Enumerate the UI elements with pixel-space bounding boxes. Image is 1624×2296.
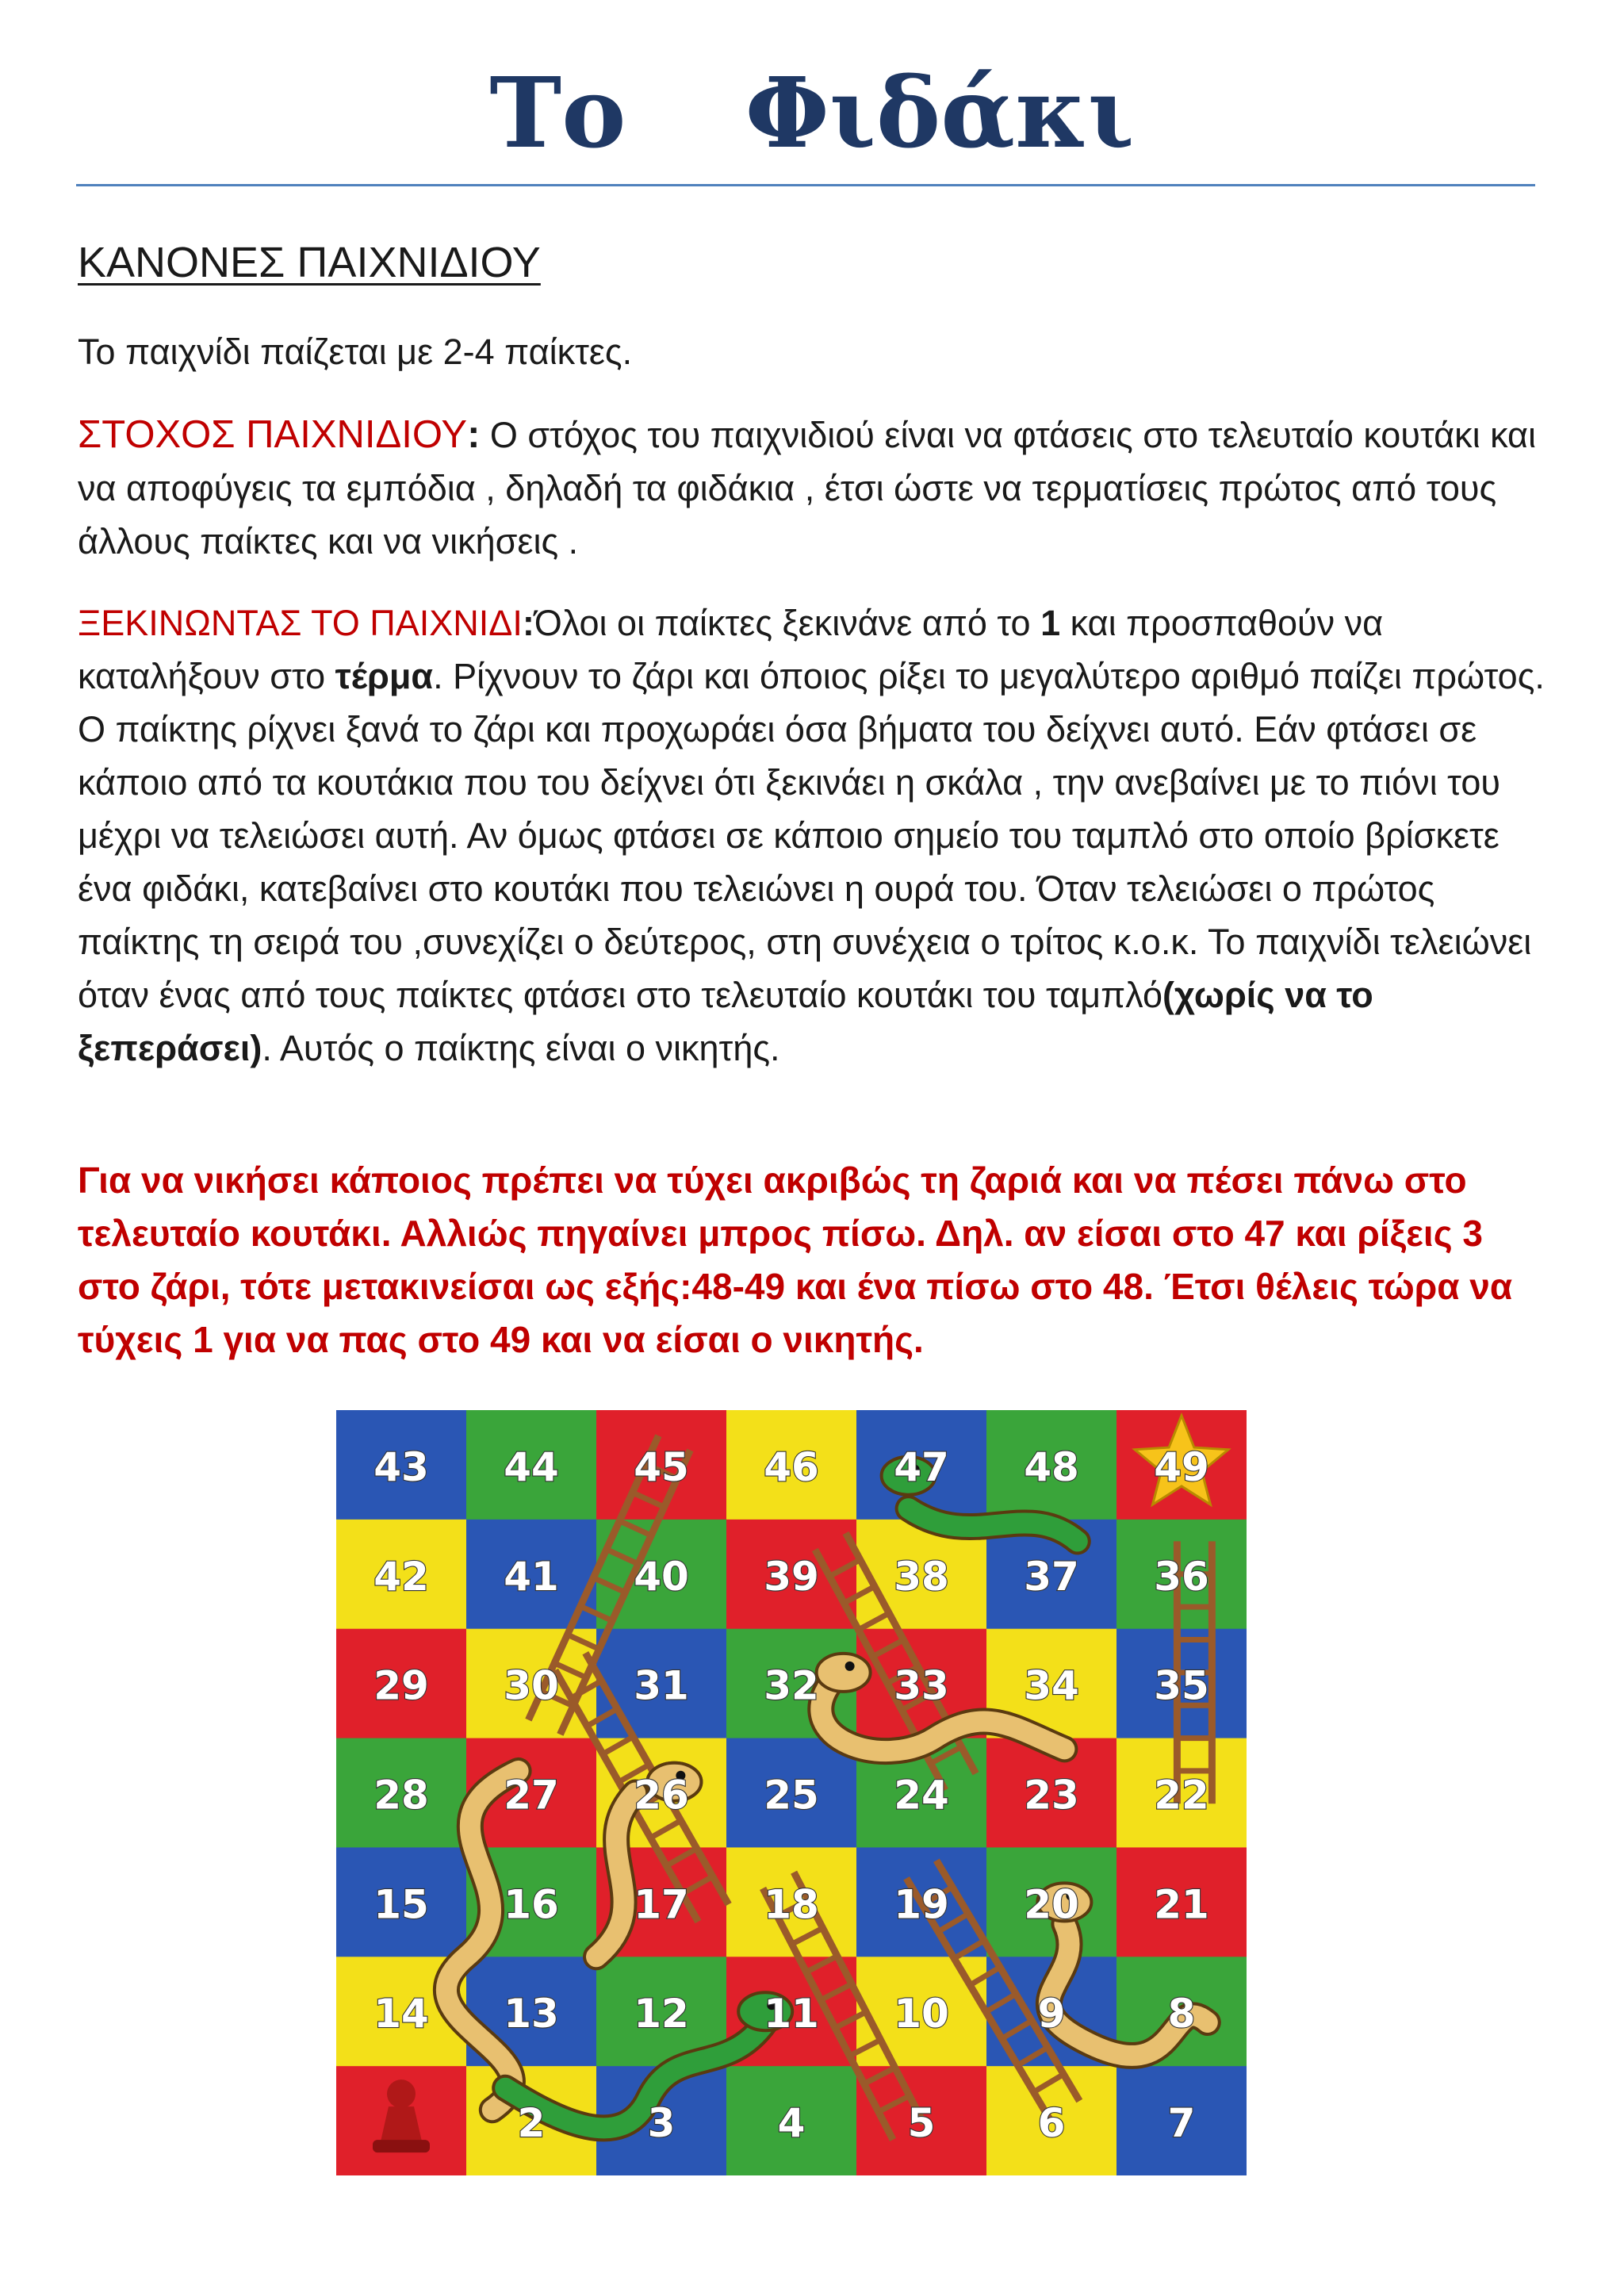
goal-paragraph — [78, 408, 1545, 568]
board-cell-number: 48 — [1024, 1443, 1079, 1490]
board-cell-number: 11 — [764, 1991, 819, 2037]
board-cell-number: 41 — [504, 1553, 559, 1600]
board-cell-number: 47 — [894, 1443, 949, 1490]
board-cell-number: 4 — [777, 2100, 806, 2147]
goal-label-text: ΣΤΟΧΟΣ ΠΑΙΧΝΙΔΙΟΥ — [78, 413, 468, 456]
board-cell-number: 25 — [764, 1772, 819, 1819]
board-cell-number: 12 — [634, 1991, 689, 2037]
board-cell-number: 43 — [373, 1443, 429, 1490]
board-cell-number: 31 — [634, 1662, 689, 1709]
board-cell-number: 13 — [504, 1991, 559, 2037]
board-cell-number: 40 — [634, 1553, 689, 1600]
start-paragraph — [78, 596, 1545, 1075]
board-cell-number: 9 — [1037, 1991, 1066, 2037]
board-cell-number: 34 — [1024, 1662, 1079, 1709]
title-divider — [76, 184, 1535, 186]
board-cell-number: 20 — [1024, 1881, 1079, 1928]
players-paragraph: Το παιχνίδι παίζεται με 2-4 παίκτες. — [78, 332, 633, 372]
board-cell-number: 49 — [1154, 1443, 1209, 1490]
board-cell-number: 16 — [504, 1881, 559, 1928]
board-cell-number: 6 — [1037, 2100, 1066, 2147]
board-cell-number: 3 — [647, 2100, 676, 2147]
title-word-2: Φιδάκι — [745, 56, 1135, 170]
goal-label — [78, 413, 480, 456]
start-label-text: ΞΕΚΙΝΩΝΤΑΣ ΤΟ ΠΑΙΧΝΙΔΙ — [78, 603, 523, 643]
board-cell-number: 38 — [894, 1553, 949, 1600]
start-bold-3: (χωρίς να το ξεπεράσει) — [78, 975, 1373, 1068]
board-cell-number: 7 — [1167, 2100, 1196, 2147]
board-cell-number: 45 — [634, 1443, 689, 1490]
board-cell-number: 28 — [373, 1772, 429, 1819]
board-cell-number: 33 — [894, 1662, 949, 1709]
page-title — [0, 56, 1624, 174]
board-cell-number: 35 — [1154, 1662, 1209, 1709]
board-cell-number: 27 — [504, 1772, 559, 1819]
start-text-4: . Αυτός ο παίκτης είναι ο νικητής. — [262, 1028, 780, 1068]
board-cell-number: 30 — [504, 1662, 559, 1709]
board-cell-number: 29 — [373, 1662, 429, 1709]
board-cell-number: 32 — [764, 1662, 819, 1709]
win-rule-paragraph: Για να νικήσει κάποιος πρέπει να τύχει ακριβώς τη ζαριά και να πέσει πάνω στο τελευταίο κουτάκι. Αλλιώς πηγαίνει μπρος πίσω. Δηλ. αν είσαι στο 47 και ρίξεις 3 στο ζάρι, τότε μετακινείσαι ως εξής:48-49 και ένα πίσω στο 48. Έτσι θέλεις τώρα να τύχεις 1 για να πας στο 49 και να είσαι ο νικητής. — [78, 1159, 1513, 1360]
board-image — [336, 1410, 1247, 2175]
board-cell-number: 37 — [1024, 1553, 1079, 1600]
start-label — [78, 603, 534, 643]
board-cell-number: 10 — [894, 1991, 949, 2037]
board-cell-number: 17 — [634, 1881, 689, 1928]
board-cell-number: 36 — [1154, 1553, 1209, 1600]
board-cell-number: 18 — [764, 1881, 819, 1928]
board-cell-number: 39 — [764, 1553, 819, 1600]
start-bold-1: 1 — [1040, 603, 1061, 643]
board-cell-number: 23 — [1024, 1772, 1079, 1819]
goal-label-colon: : — [467, 413, 481, 456]
board-cell-number: 14 — [373, 1991, 429, 2037]
board-cell-number: 42 — [373, 1553, 429, 1600]
snakes-and-ladders-board — [336, 1410, 1247, 2175]
board-cell-number: 2 — [517, 2100, 546, 2147]
rules-heading: ΚΑΝΟΝΕΣ ΠΑΙΧΝΙΔΙΟΥ — [78, 239, 541, 286]
board-cell-number: 15 — [373, 1881, 429, 1928]
board-cell-number: 22 — [1154, 1772, 1209, 1819]
board-cell-number: 24 — [894, 1772, 949, 1819]
start-label-colon: : — [522, 603, 534, 643]
board-cell-number: 5 — [907, 2100, 936, 2147]
title-word-1: Το — [489, 56, 626, 170]
board-cell-number: 8 — [1167, 1991, 1196, 2037]
board-cell-number: 21 — [1154, 1881, 1209, 1928]
board-cell-number: 26 — [634, 1772, 689, 1819]
start-text-2: και προσπαθούν να καταλήξουν στο — [78, 603, 1384, 696]
board-cell-number: 44 — [504, 1443, 559, 1490]
start-text-1: Όλοι οι παίκτες ξεκινάνε από το — [534, 603, 1041, 643]
goal-text: Ο στόχος του παιχνιδιού είναι να φτάσεις στο τελευταίο κουτάκι και να αποφύγεις τα εμπόδια , δηλαδή τα φιδάκια , έτσι ώστε να τερματίσεις πρώτος από τους άλλους παίκτες και να νικήσεις . — [78, 415, 1537, 562]
start-bold-2: τέρμα — [335, 656, 434, 696]
board-cell-number: 19 — [894, 1881, 949, 1928]
start-text-3: . Ρίχνουν το ζάρι και όποιος ρίξει το μεγαλύτερο αριθμό παίζει πρώτος. Ο παίκτης ρίχνει ξανά το ζάρι και προχωράει όσα βήματα του δείχνει αυτό. Εάν φτάσει σε κάποιο από τα κουτάκια που του δείχνει ότι ξεκινάει η σκάλα , την ανεβαίνει με το πιόνι του μέχρι να τελειώσει αυτή. Αν όμως φτάσει σε κάποιο σημείο του ταμπλό στο οποίο βρίσκετε ένα φιδάκι, κατεβαίνει στο κουτάκι που τελειώνει η ουρά του. Όταν τελειώσει ο πρώτος παίκτης τη σειρά του ,συνεχίζει ο δεύτερος, στη συνέχεια ο τρίτος κ.ο.κ. Το παιχνίδι τελειώνει όταν ένας από τους παίκτες φτάσει στο τελευταίο κουτάκι του ταμπλό — [78, 656, 1545, 1015]
board-cell-number: 46 — [764, 1443, 819, 1490]
